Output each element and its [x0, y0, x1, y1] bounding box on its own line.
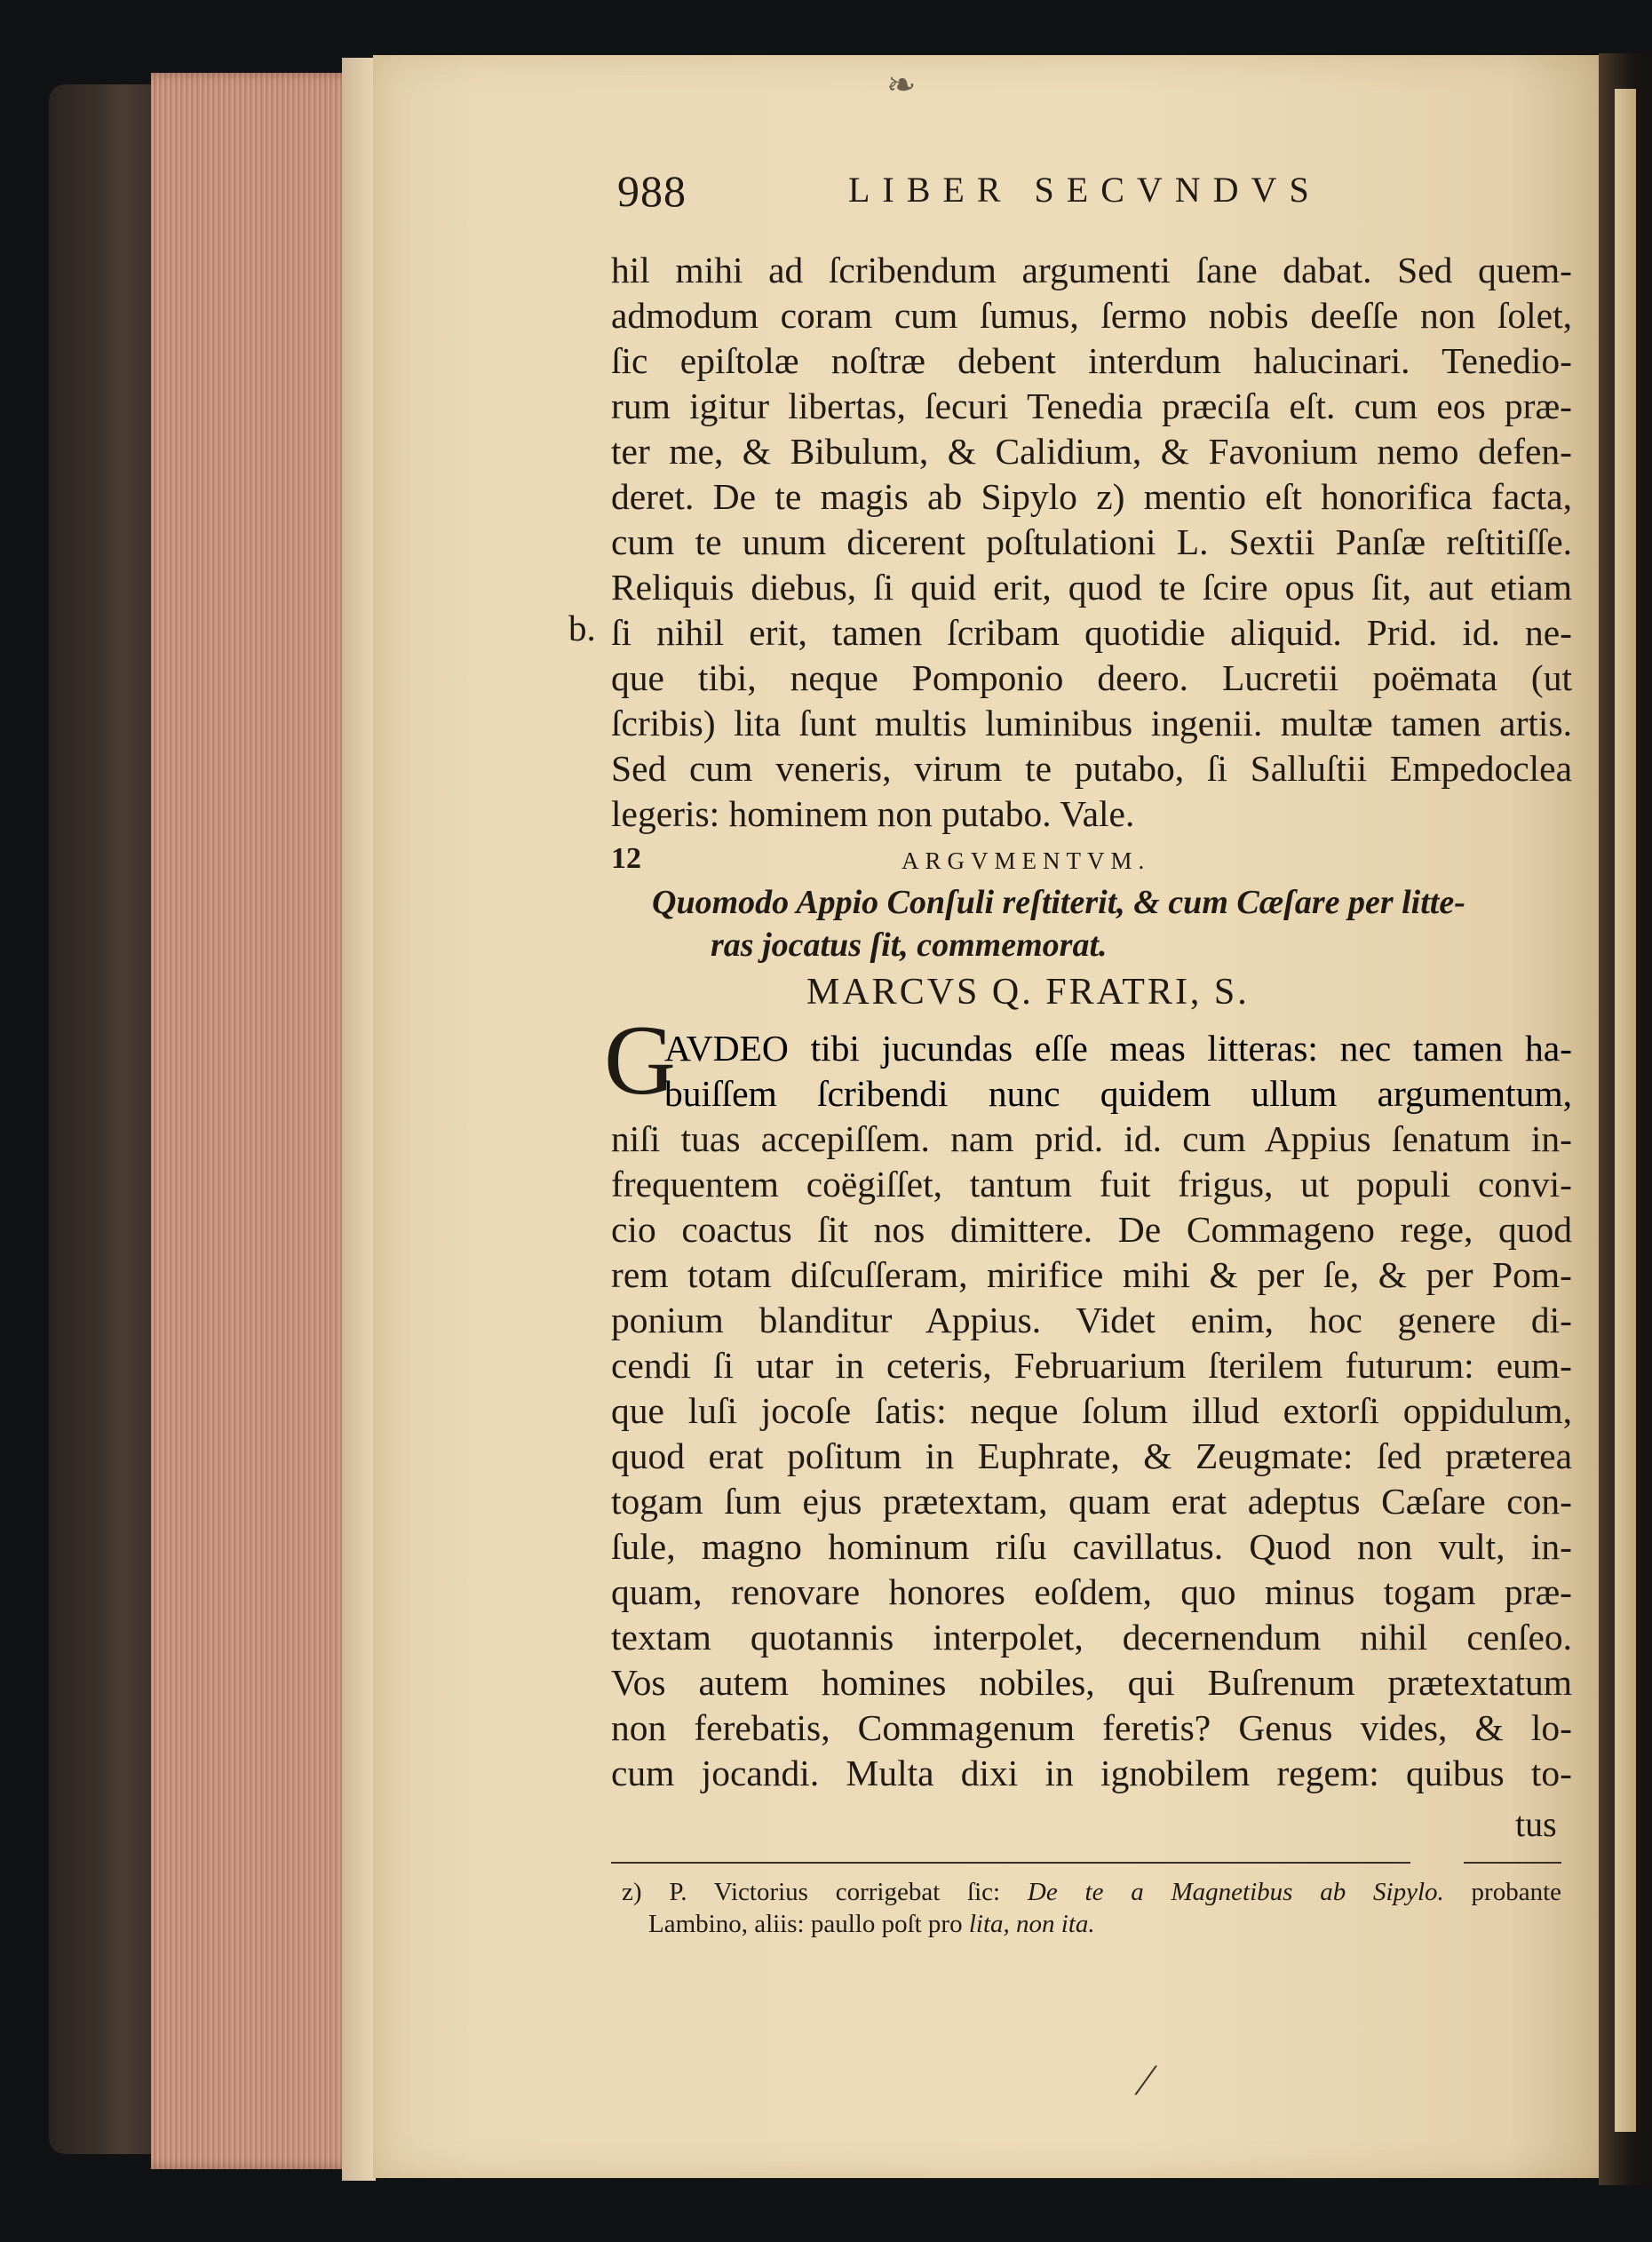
footnote-text: Lambino, aliis: paullo poſt pro [648, 1910, 963, 1938]
running-title: LIBER SECVNDVS [848, 170, 1322, 210]
drop-cap: G [604, 1006, 676, 1116]
page-rim [342, 58, 376, 2181]
text-line: ſic epiſtolæ noſtræ debent interdum halucinari. Tenedio- [611, 340, 1572, 381]
text-line: que tibi, neque Pomponio deero. Lucretii poëmata (ut [611, 657, 1572, 698]
running-head [617, 165, 1381, 227]
page-edges [151, 73, 369, 2169]
text-line: ſcribis) lita ſunt multis luminibus ingenii. multæ tamen artis. [611, 703, 1572, 743]
text-line: Sed cum veneris, virum te putabo, ſi Salluſtii Empedoclea [611, 748, 1572, 789]
text-line: rum igitur libertas, ſecuri Tenedia præciſa eſt. cum eos præ- [611, 386, 1572, 426]
argument-line: Quomodo Appio Conſuli reſtiterit, & cum Cæſare per litte- [652, 884, 1465, 921]
text-line: que luſi jocoſe ſatis: neque ſolum illud extorſi oppidulum, [611, 1390, 1572, 1431]
footnote-line [648, 1908, 1095, 1940]
text-line: quam, renovare honores eoſdem, quo minus togam præ- [611, 1571, 1572, 1612]
text-line: cum te unum dicerent poſtulationi L. Sextii Panſæ reſtitiſſe. [611, 521, 1572, 562]
ink-blot-ornament: ❧ [886, 65, 917, 105]
text-line: AVDEO tibi jucundas eſſe meas litteras: nec tamen ha- [664, 1028, 1572, 1069]
page-number: 988 [617, 166, 687, 216]
next-page-edge [1615, 89, 1636, 2132]
argument-line: ras jocatus ſit, commemorat. [711, 926, 1108, 964]
text-line: cum jocandi. Multa dixi in ignobilem regem: quibus to- [611, 1753, 1572, 1793]
text-line: non ferebatis, Commagenum feretis? Genus vides, & lo- [611, 1707, 1572, 1748]
text-line: frequentem coëgiſſet, tantum fuit frigus, ut populi convi- [611, 1164, 1572, 1204]
letter-number: 12 [611, 842, 641, 875]
text-line: rem totam diſcuſſeram, mirifice mihi & per ſe, & per Pom- [611, 1254, 1572, 1295]
catchword: tus [1515, 1804, 1557, 1844]
footnote-italic: non ita. [1016, 1910, 1095, 1938]
text-line: ter me, & Bibulum, & Calidium, & Favonium nemo defen- [611, 431, 1572, 472]
text-line: ponium blanditur Appius. Videt enim, hoc genere di- [611, 1300, 1572, 1340]
ink-stroke-mark: ⁄ [1142, 2055, 1150, 2104]
footnote-rule [1464, 1862, 1561, 1864]
text-line: textam quotannis interpolet, decernendum nihil cenſeo. [611, 1617, 1572, 1658]
text-line: cendi ſi utar in ceteris, Februarium ſterilem futurum: eum- [611, 1345, 1572, 1386]
text-line: deret. De te magis ab Sipylo z) mentio eſt honorifica facta, [611, 476, 1572, 517]
footnote-marker: z) [622, 1878, 642, 1906]
text-line: quod erat poſitum in Euphrate, & Zeugmate: ſed præterea [611, 1435, 1572, 1476]
footnote-italic: lita, [968, 1910, 1010, 1938]
footnote-italic: De te a Magnetibus ab Sipylo. [1027, 1878, 1444, 1906]
text-line: admodum coram cum ſumus, ſermo nobis deeſſe non ſolet, [611, 295, 1572, 336]
text-line: buiſſem ſcribendi nunc quidem ullum argumentum, [664, 1073, 1572, 1114]
text-line: legeris: hominem non putabo. Vale. [611, 793, 1135, 834]
footnote-text: probante [1471, 1878, 1562, 1906]
salutation: MARCVS Q. FRATRI, S. [806, 972, 1250, 1013]
text-line: niſi tuas accepiſſem. nam prid. id. cum Appius ſenatum in- [611, 1118, 1572, 1159]
text-line: togam ſum ejus prætextam, quam erat adeptus Cæſare con- [611, 1481, 1572, 1522]
text-line: Vos autem homines nobiles, qui Buſrenum prætextatum [611, 1662, 1572, 1703]
margin-letter: b. [568, 608, 596, 648]
footnote-text: P. Victorius corrigebat ſic: [669, 1878, 1001, 1906]
text-line: Reliquis diebus, ſi quid erit, quod te ſcire opus ſit, aut etiam [611, 567, 1572, 608]
footnote-rule [611, 1862, 1410, 1864]
text-line: hil mihi ad ſcribendum argumenti ſane dabat. Sed quem- [611, 250, 1572, 290]
argument-heading: ARGVMENTVM. [901, 847, 1151, 874]
text-line: ſule, magno hominum riſu cavillatus. Quod non vult, in- [611, 1526, 1572, 1567]
text-line: ſi nihil erit, tamen ſcribam quotidie aliquid. Prid. id. ne- [611, 612, 1572, 653]
footnote-line [622, 1876, 1561, 1908]
text-line: cio coactus ſit nos dimittere. De Commageno rege, quod [611, 1209, 1572, 1250]
